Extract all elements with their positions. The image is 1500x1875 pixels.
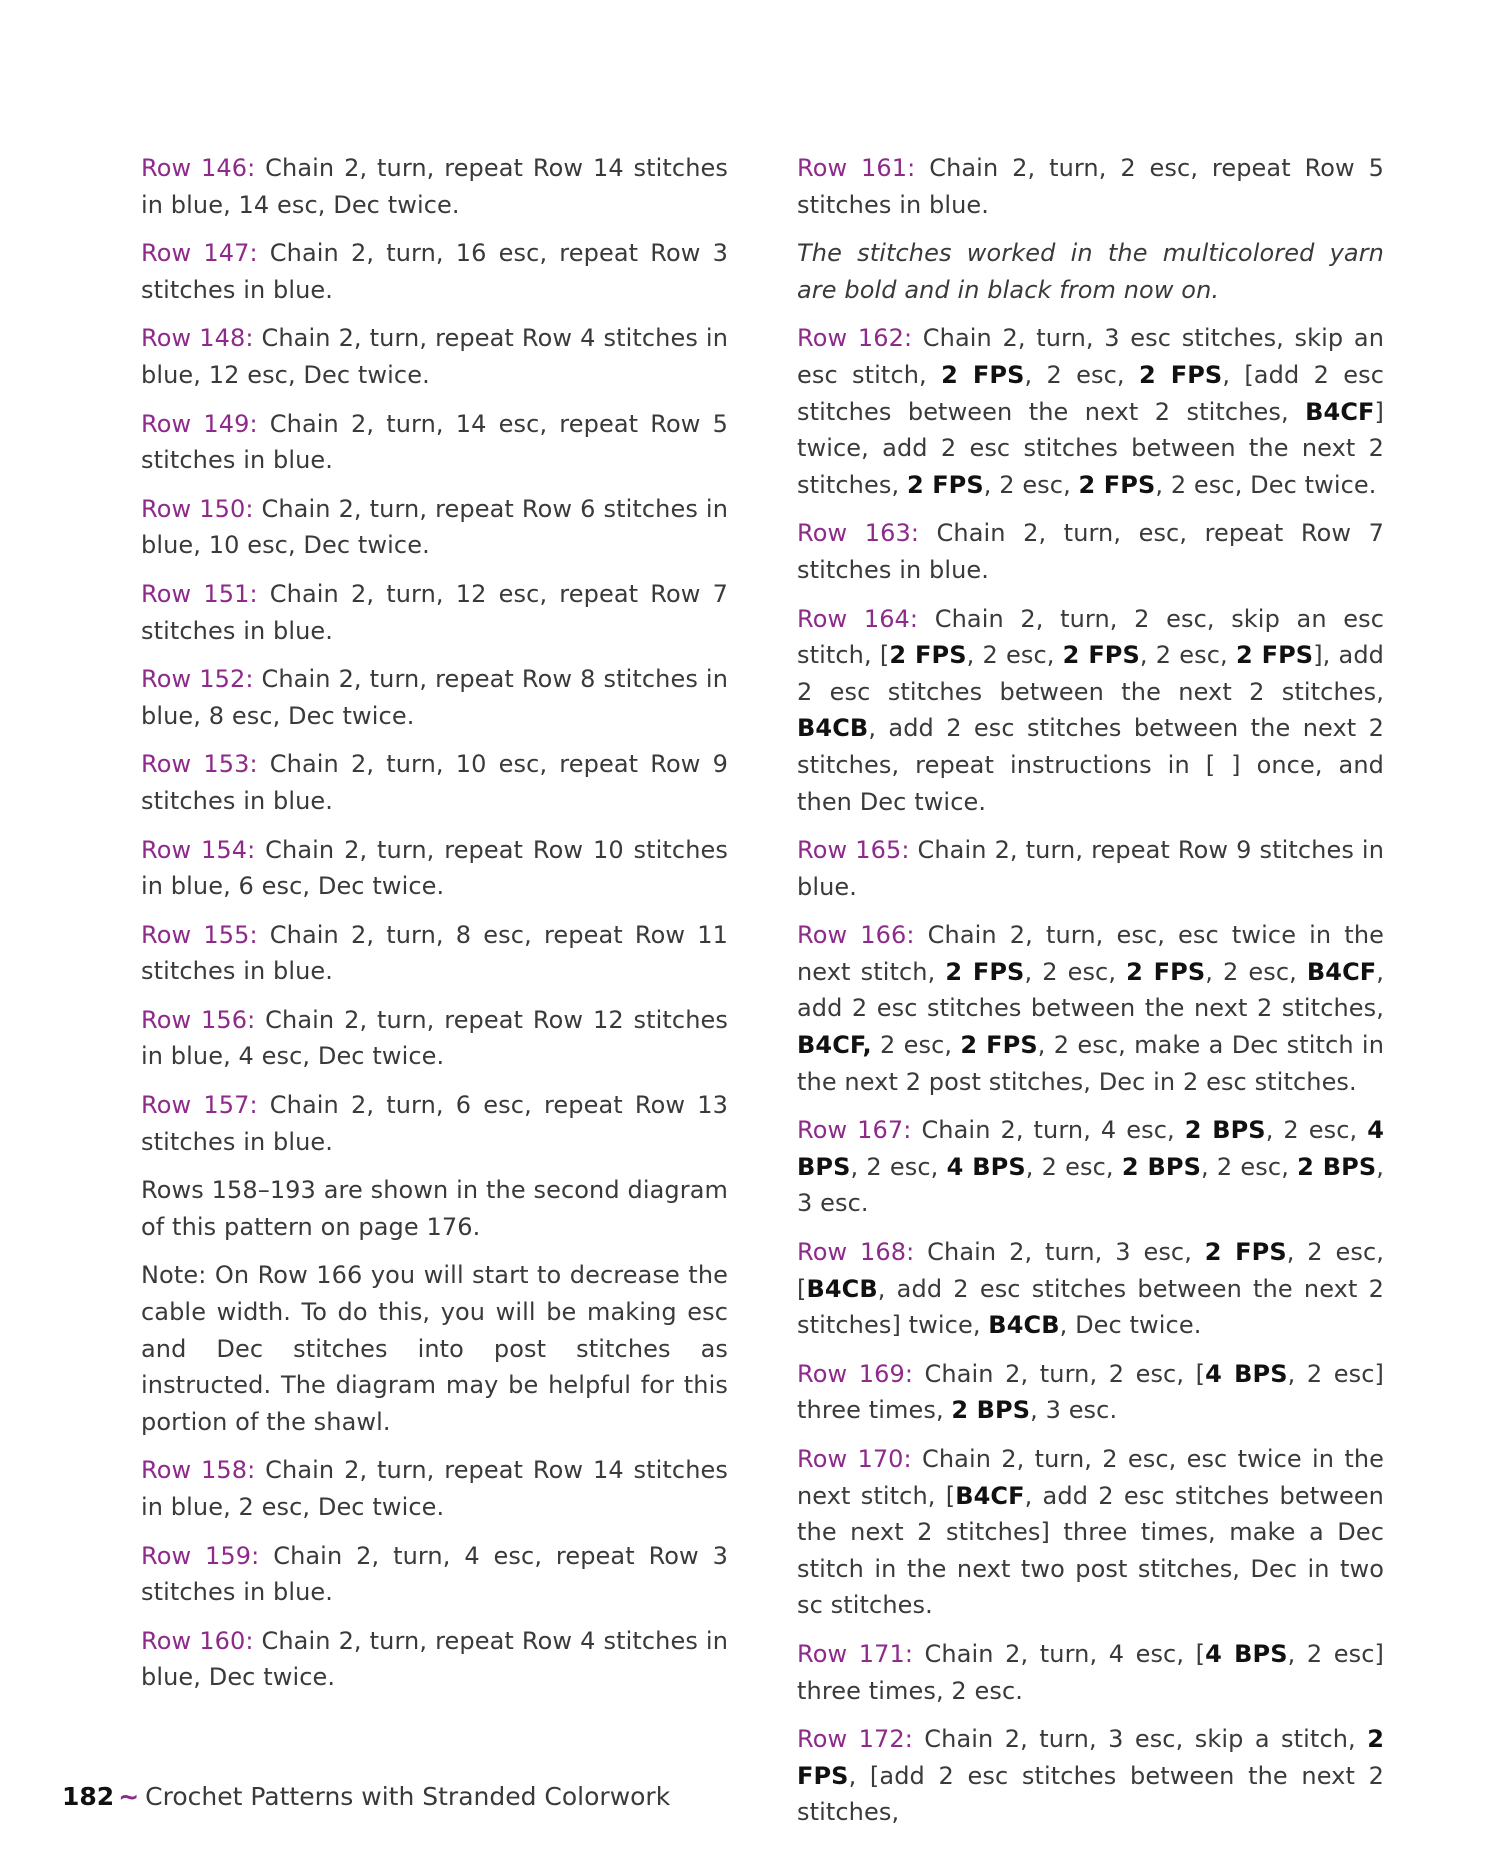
row-label: Row 164: xyxy=(797,604,919,633)
instruction-text: ] twice, add 2 esc stitches between the next 2 stitches, xyxy=(797,397,1384,499)
row-label: Row 171: xyxy=(797,1639,914,1668)
row-label: Row 159: xyxy=(141,1541,260,1570)
pattern-row-instruction xyxy=(797,1356,1384,1429)
instruction-text: Chain 2, turn, repeat Row 6 stitches in blue, 10 esc, Dec twice. xyxy=(141,494,729,560)
instruction-text: Chain 2, turn, repeat Row 9 stitches in blue. xyxy=(797,836,1385,901)
stitch-abbreviation: 4 BPS xyxy=(1205,1359,1288,1388)
row-label: Row 149: xyxy=(141,409,258,438)
row-label: Row 147: xyxy=(141,239,258,268)
pattern-row-instruction xyxy=(797,1441,1384,1624)
instruction-text: Chain 2, turn, repeat Row 14 stitches in blue, 14 esc, Dec twice. xyxy=(141,154,728,219)
instruction-text: Chain 2, turn, repeat Row 4 stitches in blue, Dec twice. xyxy=(141,1626,729,1692)
pattern-row-instruction xyxy=(141,917,728,990)
instruction-text: Chain 2, turn, 2 esc, [ xyxy=(913,1359,1206,1388)
instruction-text: , 2 esc, xyxy=(1025,1152,1122,1181)
instruction-text: , 2 esc, xyxy=(1139,641,1236,670)
instruction-text: Chain 2, turn, 3 esc, skip a stitch, xyxy=(912,1725,1368,1754)
row-label: Row 146: xyxy=(141,154,256,182)
pattern-row-instruction xyxy=(141,746,728,819)
row-label: Row 153: xyxy=(141,750,258,779)
stitch-abbreviation: B4CB xyxy=(988,1311,1060,1340)
right-column xyxy=(797,150,1384,1843)
instruction-text: , add 2 esc stitches between the next 2 stitches] three times, make a Dec stitch in the next two post stitches, Dec in two sc stitches. xyxy=(797,1481,1384,1620)
row-label: Row 150: xyxy=(141,494,254,523)
pattern-row-instruction xyxy=(797,1721,1384,1831)
stitch-abbreviation: 2 FPS xyxy=(889,641,967,670)
row-label: Row 148: xyxy=(141,324,254,353)
footer-separator: ~ xyxy=(118,1782,140,1811)
pattern-row-instruction xyxy=(141,661,728,734)
pattern-row-instruction xyxy=(141,491,728,564)
stitch-abbreviation: 2 FPS xyxy=(1138,360,1223,389)
stitch-abbreviation: 2 FPS xyxy=(941,360,1025,389)
book-title: Crochet Patterns with Stranded Colorwork xyxy=(145,1782,671,1811)
pattern-row-instruction xyxy=(141,1087,728,1160)
instruction-text: 2 esc, xyxy=(871,1031,961,1060)
pattern-row-instruction xyxy=(141,1538,728,1611)
instruction-text: Chain 2, turn, repeat Row 12 stitches in blue, 4 esc, Dec twice. xyxy=(141,1005,728,1071)
stitch-abbreviation: 2 BPS xyxy=(951,1396,1031,1425)
pattern-row-instruction xyxy=(141,832,728,905)
row-label: Row 158: xyxy=(141,1456,256,1485)
instruction-text: The stitches worked in the multicolored yarn are bold and in black from now on. xyxy=(797,239,1384,304)
stitch-abbreviation: 4 BPS xyxy=(1205,1639,1288,1668)
instruction-text: Chain 2, turn, 16 esc, repeat Row 3 stitches in blue. xyxy=(141,239,729,304)
row-label: Row 169: xyxy=(797,1359,914,1388)
stitch-abbreviation: 4 BPS xyxy=(797,1116,1385,1181)
instruction-text: , 2 esc, xyxy=(1265,1116,1368,1145)
row-label: Row 162: xyxy=(797,324,913,353)
row-label: Row 167: xyxy=(797,1116,912,1145)
stitch-abbreviation: 2 FPS xyxy=(797,1725,1384,1790)
page-number: 182 xyxy=(62,1782,115,1811)
pattern-note xyxy=(797,235,1384,308)
instruction-text: Chain 2, turn, 4 esc, repeat Row 3 stitches in blue. xyxy=(141,1541,729,1607)
instruction-text: ], add 2 esc stitches between the next 2 stitches, xyxy=(797,641,1385,706)
row-label: Row 161: xyxy=(797,154,916,182)
row-label: Row 157: xyxy=(141,1091,258,1120)
instruction-text: Note: On Row 166 you will start to decrease the cable width. To do this, you will be making esc and Dec stitches into post stitches as instructed. The diagram may be helpful for this portion of the shawl. xyxy=(141,1261,728,1436)
instruction-text: , [add 2 esc stitches between the next 2 stitches, xyxy=(797,360,1384,426)
pattern-row-instruction xyxy=(141,406,728,479)
instruction-text: , 2 esc, xyxy=(1024,957,1127,986)
instruction-text: Chain 2, turn, 6 esc, repeat Row 13 stitches in blue. xyxy=(141,1091,729,1156)
pattern-row-instruction xyxy=(141,320,728,393)
pattern-row-instruction xyxy=(797,320,1384,503)
pattern-row-instruction xyxy=(797,1234,1384,1344)
left-column xyxy=(141,150,728,1708)
instruction-text: , 2 esc, make a Dec stitch in the next 2 post stitches, Dec in 2 esc stitches. xyxy=(797,1031,1385,1096)
row-label: Row 168: xyxy=(797,1238,915,1267)
row-label: Row 170: xyxy=(797,1445,912,1473)
instruction-text: Rows 158–193 are shown in the second diagram of this pattern on page 176. xyxy=(141,1176,728,1241)
instruction-text: Chain 2, turn, 2 esc, skip an esc stitch, [ xyxy=(797,604,1385,670)
instruction-text: Chain 2, turn, 4 esc, xyxy=(911,1116,1185,1145)
pattern-row-instruction xyxy=(797,832,1384,905)
instruction-text: , 2 esc] three times, xyxy=(797,1359,1384,1425)
instruction-text: , 2 esc, xyxy=(1205,957,1307,986)
stitch-abbreviation: B4CF xyxy=(955,1481,1025,1510)
stitch-abbreviation: B4CB xyxy=(806,1274,878,1303)
pattern-note xyxy=(141,1257,728,1440)
instruction-text: , 2 esc, [ xyxy=(797,1238,1384,1303)
stitch-abbreviation: B4CF xyxy=(1305,397,1375,426)
instruction-text: , [add 2 esc stitches between the next 2 stitches, xyxy=(797,1761,1384,1827)
stitch-abbreviation: 2 FPS xyxy=(1062,641,1140,670)
pattern-row-instruction xyxy=(141,1452,728,1525)
stitch-abbreviation: 2 FPS xyxy=(945,957,1025,986)
stitch-abbreviation: 2 FPS xyxy=(960,1031,1038,1060)
instruction-text: , 3 esc. xyxy=(797,1152,1384,1218)
instruction-text: , 3 esc. xyxy=(1030,1396,1118,1425)
pattern-row-instruction xyxy=(797,1636,1384,1709)
instruction-text: Chain 2, turn, 2 esc, repeat Row 5 stitches in blue. xyxy=(797,154,1385,219)
instruction-text: , 2 esc, xyxy=(1024,360,1139,389)
pattern-note xyxy=(141,1172,728,1245)
instruction-text: Chain 2, turn, 3 esc, xyxy=(914,1238,1205,1267)
instruction-text: Chain 2, turn, repeat Row 4 stitches in blue, 12 esc, Dec twice. xyxy=(141,324,729,389)
instruction-text: Chain 2, turn, esc, repeat Row 7 stitches in blue. xyxy=(797,519,1385,584)
instruction-text: , 2 esc, xyxy=(1201,1152,1298,1181)
pattern-row-instruction xyxy=(797,601,1384,821)
instruction-text: Chain 2, turn, repeat Row 8 stitches in blue, 8 esc, Dec twice. xyxy=(141,665,729,730)
instruction-text: , 2 esc, xyxy=(850,1152,947,1181)
instruction-text: Chain 2, turn, 8 esc, repeat Row 11 stitches in blue. xyxy=(141,920,729,986)
stitch-abbreviation: 2 FPS xyxy=(906,470,984,499)
instruction-text: , add 2 esc stitches between the next 2 stitches, repeat instructions in [ ] once, and then Dec twice. xyxy=(797,714,1384,816)
instruction-text: Chain 2, turn, repeat Row 10 stitches in blue, 6 esc, Dec twice. xyxy=(141,835,728,901)
instruction-text: , add 2 esc stitches between the next 2 stitches] twice, xyxy=(797,1274,1384,1340)
pattern-row-instruction xyxy=(141,576,728,649)
pattern-row-instruction xyxy=(797,150,1384,223)
instruction-text: Chain 2, turn, repeat Row 14 stitches in blue, 2 esc, Dec twice. xyxy=(141,1456,728,1521)
row-label: Row 152: xyxy=(141,665,254,694)
stitch-abbreviation: 2 FPS xyxy=(1126,957,1206,986)
pattern-row-instruction xyxy=(141,235,728,308)
row-label: Row 155: xyxy=(141,920,258,949)
pattern-row-instruction xyxy=(797,1112,1384,1222)
stitch-abbreviation: 2 FPS xyxy=(1204,1238,1287,1267)
instruction-text: Chain 2, turn, 10 esc, repeat Row 9 stitches in blue. xyxy=(141,750,729,815)
page-footer xyxy=(62,1780,670,1814)
stitch-abbreviation: B4CF xyxy=(1306,957,1377,986)
instruction-text: Chain 2, turn, 3 esc stitches, skip an esc stitch, xyxy=(797,324,1385,389)
row-label: Row 160: xyxy=(141,1626,254,1655)
instruction-text: Chain 2, turn, 2 esc, esc twice in the next stitch, [ xyxy=(797,1445,1385,1510)
stitch-abbreviation: 2 FPS xyxy=(1078,470,1156,499)
row-label: Row 156: xyxy=(141,1005,256,1034)
instruction-text: , 2 esc, xyxy=(983,470,1079,499)
stitch-abbreviation: 2 BPS xyxy=(1297,1152,1377,1181)
instruction-text: , 2 esc, xyxy=(966,641,1063,670)
pattern-row-instruction xyxy=(797,515,1384,588)
row-label: Row 151: xyxy=(141,579,258,608)
row-label: Row 163: xyxy=(797,519,920,548)
instruction-text: Chain 2, turn, 4 esc, [ xyxy=(913,1639,1206,1668)
row-label: Row 172: xyxy=(797,1725,913,1754)
pattern-row-instruction xyxy=(141,1002,728,1075)
stitch-abbreviation: 2 BPS xyxy=(1121,1152,1201,1181)
row-label: Row 154: xyxy=(141,835,256,864)
instruction-text: , Dec twice. xyxy=(1059,1311,1202,1340)
pattern-row-instruction xyxy=(141,1623,728,1696)
stitch-abbreviation: 4 BPS xyxy=(946,1152,1026,1181)
stitch-abbreviation: 2 FPS xyxy=(1235,641,1314,670)
instruction-text: , 2 esc, Dec twice. xyxy=(1155,470,1377,499)
row-label: Row 166: xyxy=(797,921,915,950)
instruction-text: , add 2 esc stitches between the next 2 stitches, xyxy=(797,957,1385,1023)
stitch-abbreviation: B4CB xyxy=(797,714,869,743)
stitch-abbreviation: 2 BPS xyxy=(1184,1116,1266,1145)
stitch-abbreviation: B4CF, xyxy=(797,1031,872,1060)
pattern-row-instruction xyxy=(141,150,728,223)
row-label: Row 165: xyxy=(797,836,910,865)
instruction-text: Chain 2, turn, 14 esc, repeat Row 5 stitches in blue. xyxy=(141,409,729,475)
instruction-text: , 2 esc] three times, 2 esc. xyxy=(797,1639,1384,1705)
instruction-text: Chain 2, turn, esc, esc twice in the next stitch, xyxy=(797,921,1384,986)
instruction-text: Chain 2, turn, 12 esc, repeat Row 7 stitches in blue. xyxy=(141,579,729,645)
pattern-row-instruction xyxy=(797,917,1384,1100)
